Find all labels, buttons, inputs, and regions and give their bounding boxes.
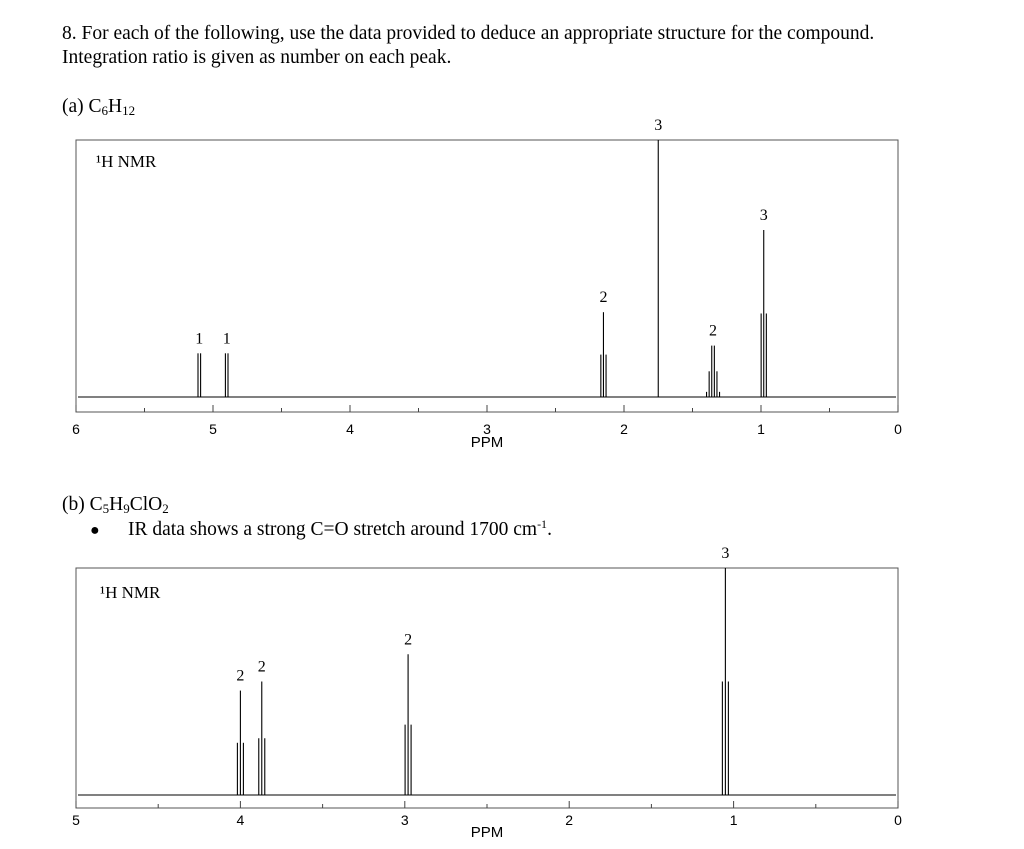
integration-label: 2 <box>404 631 413 649</box>
x-tick-label: 3 <box>400 812 409 828</box>
ir-data-superscript: -1 <box>537 517 548 531</box>
x-tick-label: 5 <box>209 421 217 437</box>
x-tick-label: 0 <box>894 812 902 828</box>
ir-data-end: . <box>547 519 552 540</box>
integration-label: 3 <box>654 117 663 134</box>
question-line-1: 8. For each of the following, use the data provided to deduce an appropriate structure for the compound. <box>62 23 875 44</box>
integration-label: 2 <box>257 658 266 676</box>
bullet-icon: ● <box>90 522 100 539</box>
integration-label: 1 <box>222 330 231 348</box>
nmr-peak <box>405 654 411 795</box>
integration-label: 1 <box>195 330 204 348</box>
ir-data-text: IR data shows a strong C=O stretch around 1700 cm <box>128 519 538 540</box>
part-b-sub-3: 2 <box>162 501 169 516</box>
part-a-prefix: (a) C <box>62 96 102 117</box>
spectrum-title: ¹H NMR <box>100 583 161 602</box>
part-b-mid-2: ClO <box>129 494 163 515</box>
part-b-sub-2: 9 <box>123 501 130 516</box>
nmr-peak <box>259 682 265 796</box>
x-tick-label: 2 <box>620 421 628 437</box>
x-tick-label: 1 <box>757 421 765 437</box>
integration-label: 3 <box>721 545 730 562</box>
x-tick-label: 2 <box>565 812 574 828</box>
x-tick-label: 5 <box>72 812 80 828</box>
nmr-peak <box>237 691 243 795</box>
integration-label: 2 <box>709 322 718 340</box>
part-a-sub-1: 6 <box>101 103 109 118</box>
question-line-2: Integration ratio is given as number on each peak. <box>62 47 452 68</box>
part-b-mid-1: H <box>109 494 124 515</box>
nmr-peak <box>722 568 728 795</box>
part-a-sub-2: 12 <box>122 103 136 118</box>
plot-frame <box>76 568 898 808</box>
x-axis-label: PPM <box>470 434 504 451</box>
part-b-sub-1: 5 <box>102 501 110 516</box>
x-tick-label: 0 <box>894 421 902 437</box>
integration-label: 2 <box>236 667 245 685</box>
integration-label: 3 <box>759 206 768 224</box>
x-tick-label: 1 <box>729 812 738 828</box>
x-tick-label: 6 <box>72 421 80 437</box>
integration-label: 2 <box>599 289 608 307</box>
x-tick-label: 4 <box>346 421 354 437</box>
x-tick-label: 3 <box>483 421 491 437</box>
spectrum-title: ¹H NMR <box>96 152 157 171</box>
part-b-prefix: (b) C <box>62 494 103 515</box>
x-tick-label: 4 <box>236 812 245 828</box>
x-axis-label: PPM <box>470 824 504 841</box>
part-a-mid: H <box>108 96 123 117</box>
